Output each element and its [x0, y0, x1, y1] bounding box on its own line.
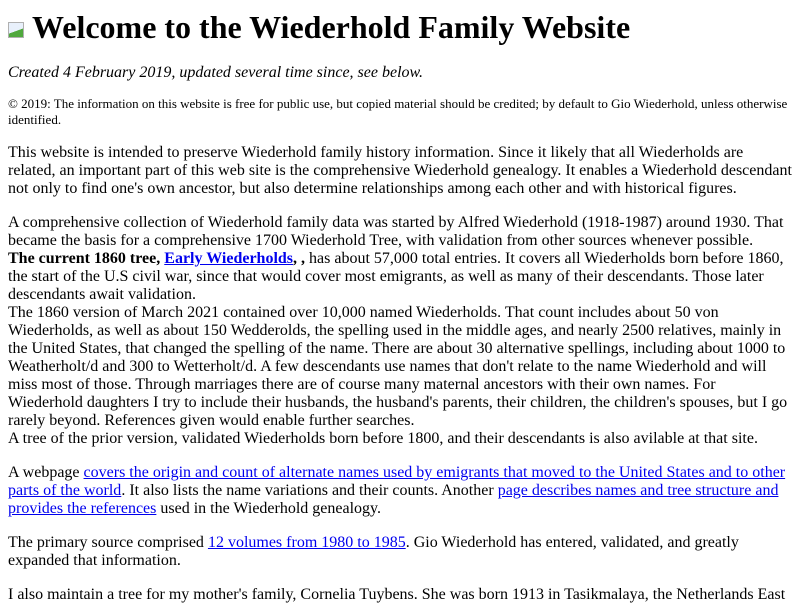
- alternate-names-link[interactable]: covers the origin and count of alternate names used by emigrants that moved to the United States and to other parts of the world: [8, 464, 786, 499]
- current-tree-bold: [8, 250, 305, 267]
- names-references-link[interactable]: page describes names and tree structure and provides the references: [8, 482, 779, 517]
- bold-punctuation: , ,: [293, 250, 306, 267]
- current-tree-text: has about 57,000 total entries. It covers all Wiederholds born before 1860, the start of the U.S civil war, since that would cover most emigrants, as well as many of their descendants. Those later descendants await validation.: [8, 250, 784, 303]
- source-tail: . Gio Wiederhold has entered, validated, and greatly expanded that information.: [8, 534, 739, 569]
- collection-paragraph: A comprehensive collection of Wiederhold family data was started by Alfred Wiederhold (1918-1987) around 1930. That became the basis for a comprehensive 1700 Wiederhold Tree, with validation from other sources whenever possible.: [8, 214, 784, 249]
- page: [0, 10, 800, 604]
- webpage-paragraph: [8, 464, 792, 518]
- webpage-lead: A webpage: [8, 464, 84, 481]
- webpage-mid: . It also lists the name variations and their counts. Another: [121, 482, 498, 499]
- broken-image-icon: [8, 22, 24, 38]
- source-lead: The primary source comprised: [8, 534, 208, 551]
- source-paragraph: [8, 534, 792, 570]
- current-tree-label: The current 1860 tree,: [8, 250, 165, 267]
- webpage-tail: used in the Wiederhold genealogy.: [156, 500, 381, 517]
- prior-version-paragraph: A tree of the prior version, validated Wiederholds born before 1800, and their descendants is also avilable at that site.: [8, 430, 758, 447]
- mother-family-paragraph: I also maintain a tree for my mother's family, Cornelia Tuybens. She was born 1913 in Tasikmalaya, the Netherlands East: [8, 586, 786, 603]
- version-1860-paragraph: The 1860 version of March 2021 contained over 10,000 named Wiederholds. That count includes about 50 von Wiederholds, as well as about 150 Wedderolds, the spelling used in the middle ages, and nearly 2500 relatives, mainly in the United States, that changed the spelling of the name. There are about 30 alternative spellings, including about 1000 to Weatherholt/d and 300 to Wetterholt/d. A few descendants use names that don't relate to the name Wiederhold and will miss most of those. Through marriages there are of course many maternal ancestors with their own names. For Wiederhold daughters I try to include their husbands, the husband's parents, their children, the children's spouses, but I go rarely beyond. References given would enable further searches.: [8, 304, 788, 429]
- copyright-notice: © 2019: The information on this website is free for public use, but copied material should be credited; by default to Gio Wiederhold, unless otherwise identified.: [8, 96, 788, 127]
- current-tree-paragraph: [8, 250, 792, 304]
- created-note: Created 4 February 2019, updated several time since, see below.: [8, 64, 424, 81]
- intro-paragraph: This website is intended to preserve Wiederhold family history information. Since it likely that all Wiederholds are related, an important part of this web site is the comprehensive Wiederhold genealogy. It enables a Wiederhold descendant not only to find one's own ancestor, but also determine relationships among each other and with historical figures.: [8, 144, 792, 197]
- volumes-link[interactable]: 12 volumes from 1980 to 1985: [207, 534, 406, 551]
- early-wiederholds-link[interactable]: Early Wiederholds: [164, 250, 294, 267]
- collection-section: [8, 214, 792, 448]
- page-title-heading: [8, 10, 792, 44]
- page-title: Welcome to the Wiederhold Family Website: [32, 9, 631, 45]
